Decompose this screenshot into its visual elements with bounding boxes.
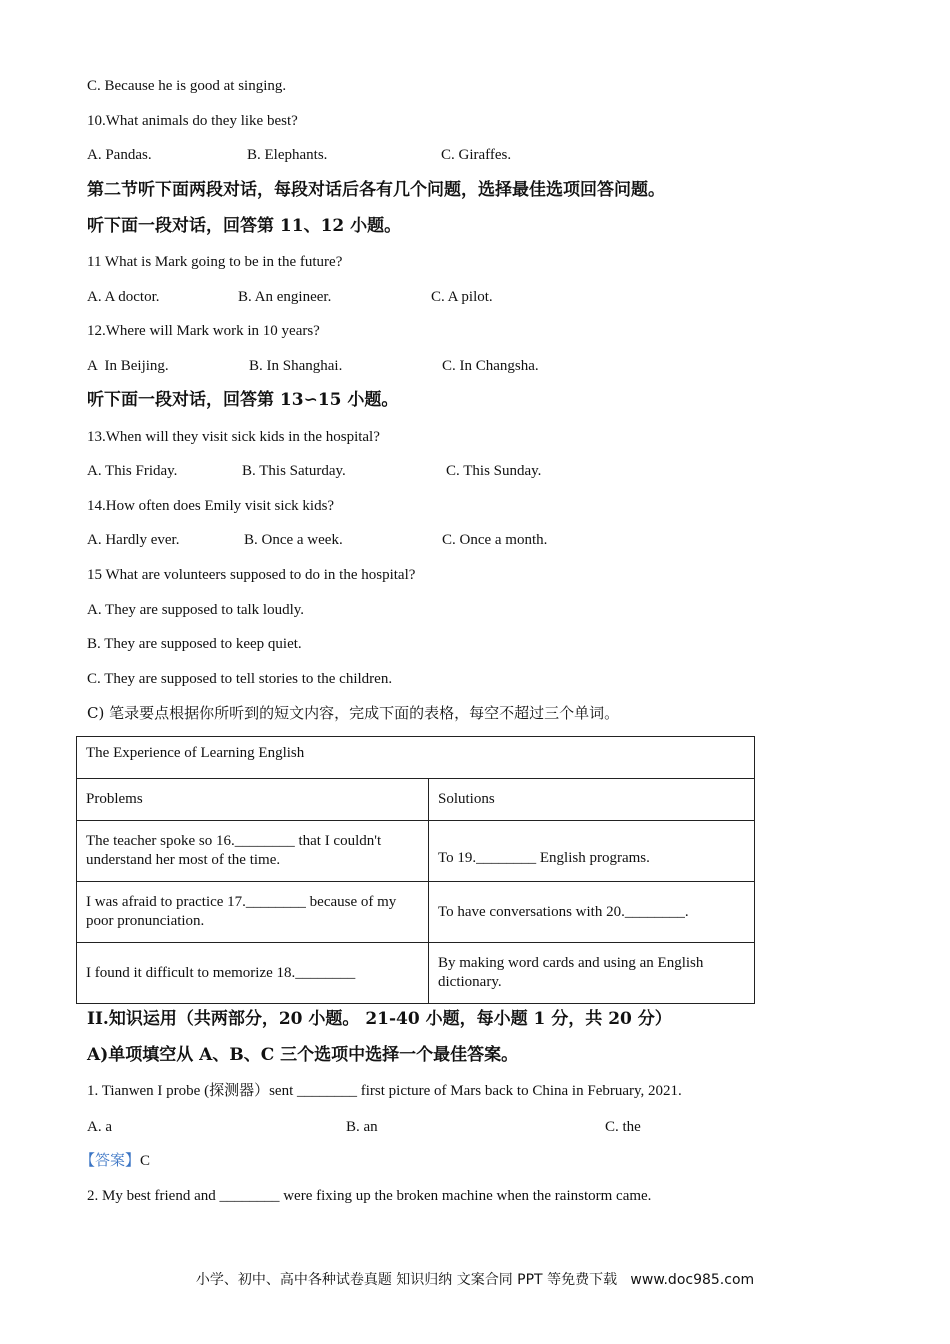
q12-option-b: B. In Shanghai.: [249, 358, 343, 374]
notes-row2-solution: To have conversations with 20.________.: [429, 882, 755, 943]
partA-heading: A)单项填空从 A、B、C 三个选项中选择一个最佳答案。: [87, 1045, 519, 1065]
dialogue1-heading: 听下面一段对话，回答第 11、12 小题。: [87, 216, 402, 236]
q12-option-a: A In Beijing.: [87, 358, 169, 374]
q13-option-c: C. This Sunday.: [446, 463, 542, 479]
q14-option-b: B. Once a week.: [244, 532, 343, 548]
q11-option-c: C. A pilot.: [431, 289, 493, 305]
notes-row3-solution: By making word cards and using an English dictionary.: [429, 943, 755, 1004]
q13-question: 13.When will they visit sick kids in the hospital?: [87, 429, 380, 445]
q14-question: 14.How often does Emily visit sick kids?: [87, 498, 335, 514]
dialogue2-heading: 听下面一段对话，回答第 13∽15 小题。: [87, 390, 399, 410]
q10-question: 10.What animals do they like best?: [87, 113, 298, 129]
note-taking-instruction: C) 笔录要点根据你所听到的短文内容，完成下面的表格，每空不超过三个单词。: [87, 704, 620, 722]
mc1-option-a: A. a: [87, 1119, 112, 1135]
q15-option-a: A. They are supposed to talk loudly.: [87, 602, 305, 618]
page-footer: 小学、初中、高中各种试卷真题 知识归纳 文案合同 PPT 等免费下载 www.doc985.com: [195, 1272, 755, 1288]
answer-tag: 【答案】: [80, 1153, 141, 1169]
notes-header-problems: Problems: [77, 779, 429, 821]
notes-row1-solution: To 19.________ English programs.: [429, 821, 755, 882]
notes-row1-problem: The teacher spoke so 16.________ that I couldn't understand her most of the time.: [77, 821, 429, 882]
q15-option-b: B. They are supposed to keep quiet.: [87, 636, 302, 652]
q13-option-b: B. This Saturday.: [242, 463, 346, 479]
q15-option-c: C. They are supposed to tell stories to the children.: [87, 671, 393, 687]
part2-heading: II.知识运用（共两部分，20 小题。 21-40 小题，每小题 1 分，共 20 分）: [87, 1009, 672, 1029]
q14-option-a: A. Hardly ever.: [87, 532, 180, 548]
q12-question: 12.Where will Mark work in 10 years?: [87, 323, 320, 339]
section2-heading: 第二节听下面两段对话，每段对话后各有几个问题，选择最佳选项回答问题。: [87, 180, 665, 200]
notes-table: [76, 736, 755, 1004]
mc1-option-c: C. the: [605, 1119, 641, 1135]
mc2-question: 2. My best friend and ________ were fixing up the broken machine when the rainstorm came.: [87, 1188, 652, 1204]
q9-option-c: C. Because he is good at singing.: [87, 78, 287, 94]
q10-option-a: A. Pandas.: [87, 147, 152, 163]
answer-value: C: [140, 1153, 151, 1169]
notes-header-solutions: Solutions: [429, 779, 755, 821]
q15-question: 15 What are volunteers supposed to do in the hospital?: [87, 567, 416, 583]
q10-option-b: B. Elephants.: [247, 147, 328, 163]
q14-option-c: C. Once a month.: [442, 532, 548, 548]
q11-question: 11 What is Mark going to be in the future?: [87, 254, 343, 270]
q10-option-c: C. Giraffes.: [441, 147, 512, 163]
mc1-question: 1. Tianwen I probe (探测器）sent ________ first picture of Mars back to China in February, 2021.: [87, 1083, 682, 1099]
notes-row2-problem: I was afraid to practice 17.________ because of my poor pronunciation.: [77, 882, 429, 943]
notes-table-title: The Experience of Learning English: [77, 737, 755, 779]
mc1-answer: [80, 1152, 150, 1170]
q12-option-c: C. In Changsha.: [442, 358, 539, 374]
q13-option-a: A. This Friday.: [87, 463, 178, 479]
mc1-option-b: B. an: [346, 1119, 378, 1135]
notes-row3-problem: I found it difficult to memorize 18.________: [77, 943, 429, 1004]
q11-option-a: A. A doctor.: [87, 289, 160, 305]
q11-option-b: B. An engineer.: [238, 289, 332, 305]
